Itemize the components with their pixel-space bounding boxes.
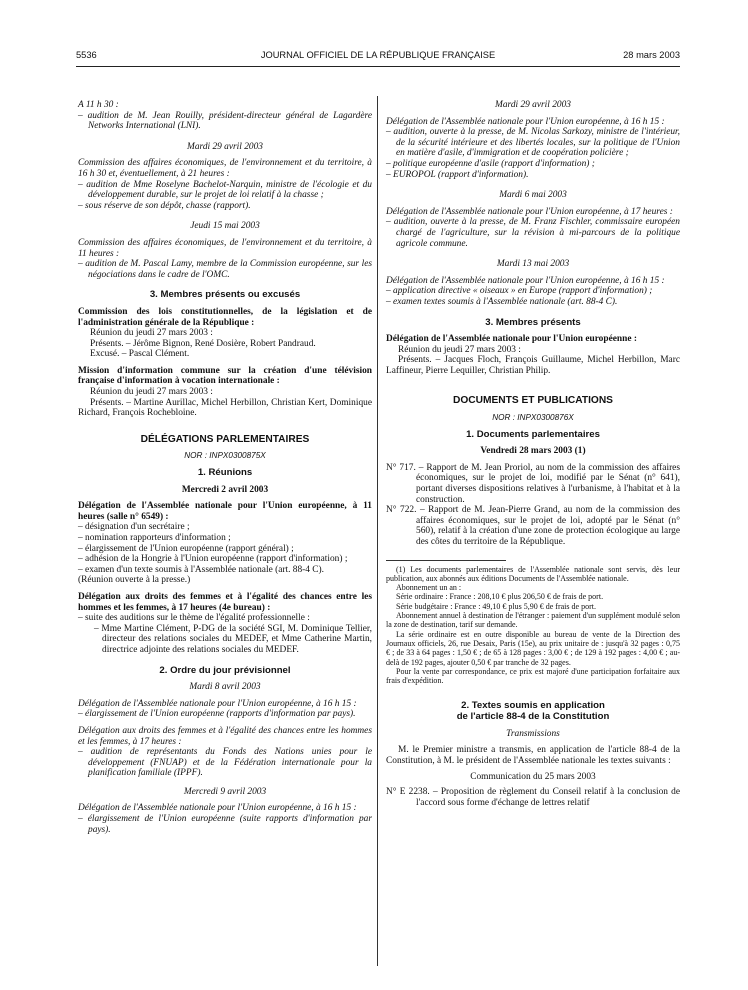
running-header <box>76 50 680 64</box>
left-column <box>78 100 372 835</box>
date-heading: Jeudi 15 mai 2003 <box>190 221 260 232</box>
document-entry: N° E 2238. – Proposition de règlement du Conseil relatif à la conclusion de l'accord sous forme d'échange de lettres relatif <box>386 787 680 808</box>
agenda-subitem: – Mme Martine Clément, P-DG de la société SGI, M. Dominique Tellier, directeur des relations sociales du MEDEF, et Mme Catherine Martin, directrice adjointe des relations sociales du MEDEF. <box>94 623 372 655</box>
part-heading: DOCUMENTS ET PUBLICATIONS <box>453 395 613 407</box>
footnote-text: Abonnement annuel à destination de l'étranger : paiement d'un supplément modulé selon la zone de destination, tarif sur demande. <box>386 611 680 630</box>
date-heading: Mardi 13 mai 2003 <box>496 259 570 270</box>
agenda-item: – audition, ouverte à la presse, de M. Franz Fischler, commissaire européen chargé de l'agriculture, sur la révision à mi-parcours de la politique agricole commune. <box>386 217 680 249</box>
delegation-heading: Délégation de l'Assemblée nationale pour l'Union européenne, à 16 h 15 : <box>386 116 665 127</box>
date-heading: Mardi 6 mai 2003 <box>499 190 567 201</box>
agenda-item: – audition de représentants du Fonds des Nations unies pour le développement (FNUAP) et de la Fédération internationale pour la planification familiale (IPPF). <box>78 747 372 779</box>
attendees: Présents. – Jérôme Bignon, René Dosière, Robert Pandraud. <box>90 338 316 349</box>
section-heading-line: de l'article 88-4 de la Constitution <box>456 711 610 723</box>
agenda-item: – nomination rapporteurs d'information ; <box>78 533 231 543</box>
section-heading: 1. Documents parlementaires <box>466 428 600 440</box>
delegation-heading: Délégation aux droits des femmes et à l'égalité des chances entre les hommes et les femmes, à 17 heures (4e bureau) : <box>78 591 372 613</box>
commission-heading: Commission des lois constitutionnelles, de la législation et de l'administration générale de la République : <box>78 306 372 328</box>
attendees: Présents. – Martine Aurillac, Michel Herbillon, Christian Kert, Dominique Richard, François Rochebloine. <box>78 397 372 419</box>
agenda-item: – examen d'un texte soumis à l'Assemblée nationale (art. 88-4 C). <box>78 564 325 575</box>
section-heading: 3. Membres présents ou excusés <box>149 289 301 301</box>
nor-reference: NOR : INPX0300876X <box>492 413 574 423</box>
date-heading: Mercredi 9 avril 2003 <box>183 786 267 797</box>
footnote-text: Série ordinaire : France : 208,10 € plus 206,50 € de frais de port. <box>396 592 604 602</box>
delegation-heading: Délégation de l'Assemblée nationale pour l'Union européenne, à 11 heures (salle n° 6549) : <box>78 501 372 522</box>
document-entry: N° 722. – Rapport de M. Jean-Pierre Grand, au nom de la commission des affaires économiques, sur le projet de loi, adopté par le Sénat (n° 560), relatif à la création d'une zone de protection écologique au large des côtes du territoire de la République. <box>386 505 680 547</box>
section-heading: 3. Membres présents <box>485 316 581 328</box>
agenda-item: – sous réserve de son dépôt, chasse (rapport). <box>78 200 251 211</box>
footnote-text: La série ordinaire est en outre disponible au bureau de vente de la Direction des Journaux officiels, 26, rue Desaix, Paris (15e), au prix unitaire de : jusqu'à 32 pages : 0,75 € ; de 33 à 64 pages : 1,50 € ; de 65 à 128 pages : 3,00 € ; de 129 à 192 pages : 4,00 € ; au-delà de 192 pages, ajouter 0,50 € par tranche de 32 pages. <box>386 629 680 667</box>
section-heading: 1. Réunions <box>197 467 253 479</box>
agenda-item: – application directive « oiseaux » en Europe (rapport d'information) ; <box>386 286 653 297</box>
footnote-text: Série budgétaire : France : 49,10 € plus 5,90 € de frais de port. <box>396 601 596 611</box>
meeting-date: Réunion du jeudi 27 mars 2003 : <box>90 387 213 398</box>
date-heading: Mercredi 2 avril 2003 <box>181 484 269 495</box>
part-heading: DÉLÉGATIONS PARLEMENTAIRES <box>140 433 310 445</box>
body-text: M. le Premier ministre a transmis, en application de l'article 88-4 de la Constitution, à M. le président de l'Assemblée nationale les textes suivants : <box>386 745 680 766</box>
delegation-heading: Délégation de l'Assemblée nationale pour l'Union européenne, à 16 h 15 : <box>386 275 665 286</box>
footnote <box>386 565 680 686</box>
agenda-item: – élargissement de l'Union européenne (suite rapports d'information par pays). <box>78 814 372 835</box>
right-column <box>386 100 680 808</box>
section-heading-line: 2. Textes soumis en application <box>461 700 605 712</box>
agenda-item: – suite des auditions sur le thème de l'égalité professionnelle : <box>78 613 310 624</box>
attendees: Présents. – Jacques Floch, François Guillaume, Michel Herbillon, Marc Laffineur, Pierre Lequiller, Christian Philip. <box>386 355 680 376</box>
date-heading: Vendredi 28 mars 2003 (1) <box>480 446 586 457</box>
section-heading: 2. Ordre du jour prévisionnel <box>159 664 291 676</box>
delegation-heading: Délégation de l'Assemblée nationale pour l'Union européenne : <box>386 334 637 345</box>
document-entry: N° 717. – Rapport de M. Jean Proriol, au nom de la commission des affaires économiques, sur le projet de loi, modifié par le Sénat (n° 641), portant diverses dispositions relatives à l'urbanisme, à l'habitat et à la construction. <box>386 462 680 505</box>
commission-heading: Commission des affaires économiques, de l'environnement et du territoire, à 11 heures : <box>78 237 372 259</box>
footnote-text: (1) Les documents parlementaires de l'Assemblée nationale sont servis, dès leur publication, aux abonnés aux éditions Documents de l'Assemblée nationale. <box>386 564 680 583</box>
agenda-item: – audition de Mme Roselyne Bachelot-Narquin, ministre de l'écologie et du développement durable, sur le projet de loi relatif à la chasse ; <box>78 179 372 201</box>
agenda-item: – audition de M. Jean Rouilly, président-directeur général de Lagardère Networks International (LNI). <box>78 110 372 132</box>
agenda-item: – adhésion de la Hongrie à l'Union européenne (rapport d'information) ; <box>78 554 348 565</box>
agenda-item: – audition de M. Pascal Lamy, membre de la Commission européenne, sur les négociations dans le cadre de l'OMC. <box>78 259 372 280</box>
communication-date: Communication du 25 mars 2003 <box>470 772 596 783</box>
meeting-date: Réunion du jeudi 27 mars 2003 : <box>90 328 213 339</box>
date-heading: Mardi 8 avril 2003 <box>189 682 261 693</box>
agenda-item: – examen textes soumis à l'Assemblée nationale (art. 88-4 C). <box>386 296 618 307</box>
page-number: 5536 <box>76 50 97 60</box>
nor-reference: NOR : INPX0300875X <box>184 451 266 461</box>
agenda-item: – élargissement de l'Union européenne (rapports d'information par pays). <box>78 709 356 720</box>
column-divider <box>377 96 378 966</box>
time-heading: A 11 h 30 : <box>78 100 119 110</box>
agenda-item: – désignation d'un secrétaire ; <box>78 522 190 533</box>
delegation-heading: Délégation aux droits des femmes et à l'égalité des chances entre les hommes et les femmes, à 17 heures : <box>78 725 372 747</box>
agenda-item: – élargissement de l'Union européenne (rapport général) ; <box>78 543 294 554</box>
delegation-heading: Délégation de l'Assemblée nationale pour l'Union européenne, à 16 h 15 : <box>78 803 357 814</box>
delegation-heading: Délégation de l'Assemblée nationale pour l'Union européenne, à 16 h 15 : <box>78 698 357 709</box>
meeting-date: Réunion du jeudi 27 mars 2003 : <box>398 344 521 355</box>
meeting-note: (Réunion ouverte à la presse.) <box>78 575 191 586</box>
date-heading: Mardi 29 avril 2003 <box>495 100 571 110</box>
issue-date: 28 mars 2003 <box>623 50 680 60</box>
agenda-item: – politique européenne d'asile (rapport d'information) ; <box>386 158 595 169</box>
footnote-text: Abonnement un an : <box>396 583 462 593</box>
subsection-heading: Transmissions <box>506 728 560 739</box>
footnote-text: Pour la vente par correspondance, ce prix est majoré d'une participation forfaitaire aux frais d'expédition. <box>386 666 680 686</box>
mission-heading: Mission d'information commune sur la création d'une télévision française d'information à vocation internationale : <box>78 365 372 387</box>
agenda-item: – EUROPOL (rapport d'information). <box>386 169 529 180</box>
agenda-item: – audition, ouverte à la presse, de M. Nicolas Sarkozy, ministre de l'intérieur, de la sécurité intérieure et des libertés locales, sur la politique de l'Union en matière d'asile, d'immigration et de coopération policière ; <box>386 127 680 159</box>
delegation-heading: Délégation de l'Assemblée nationale pour l'Union européenne, à 17 heures : <box>386 206 673 217</box>
excused: Excusé. – Pascal Clément. <box>90 349 190 360</box>
header-rule <box>76 66 680 67</box>
date-heading: Mardi 29 avril 2003 <box>187 141 263 152</box>
commission-heading: Commission des affaires économiques, de l'environnement et du territoire, à 16 h 30 et, éventuellement, à 21 heures : <box>78 158 372 179</box>
journal-title: JOURNAL OFFICIEL DE LA RÉPUBLIQUE FRANÇAISE <box>260 50 496 60</box>
